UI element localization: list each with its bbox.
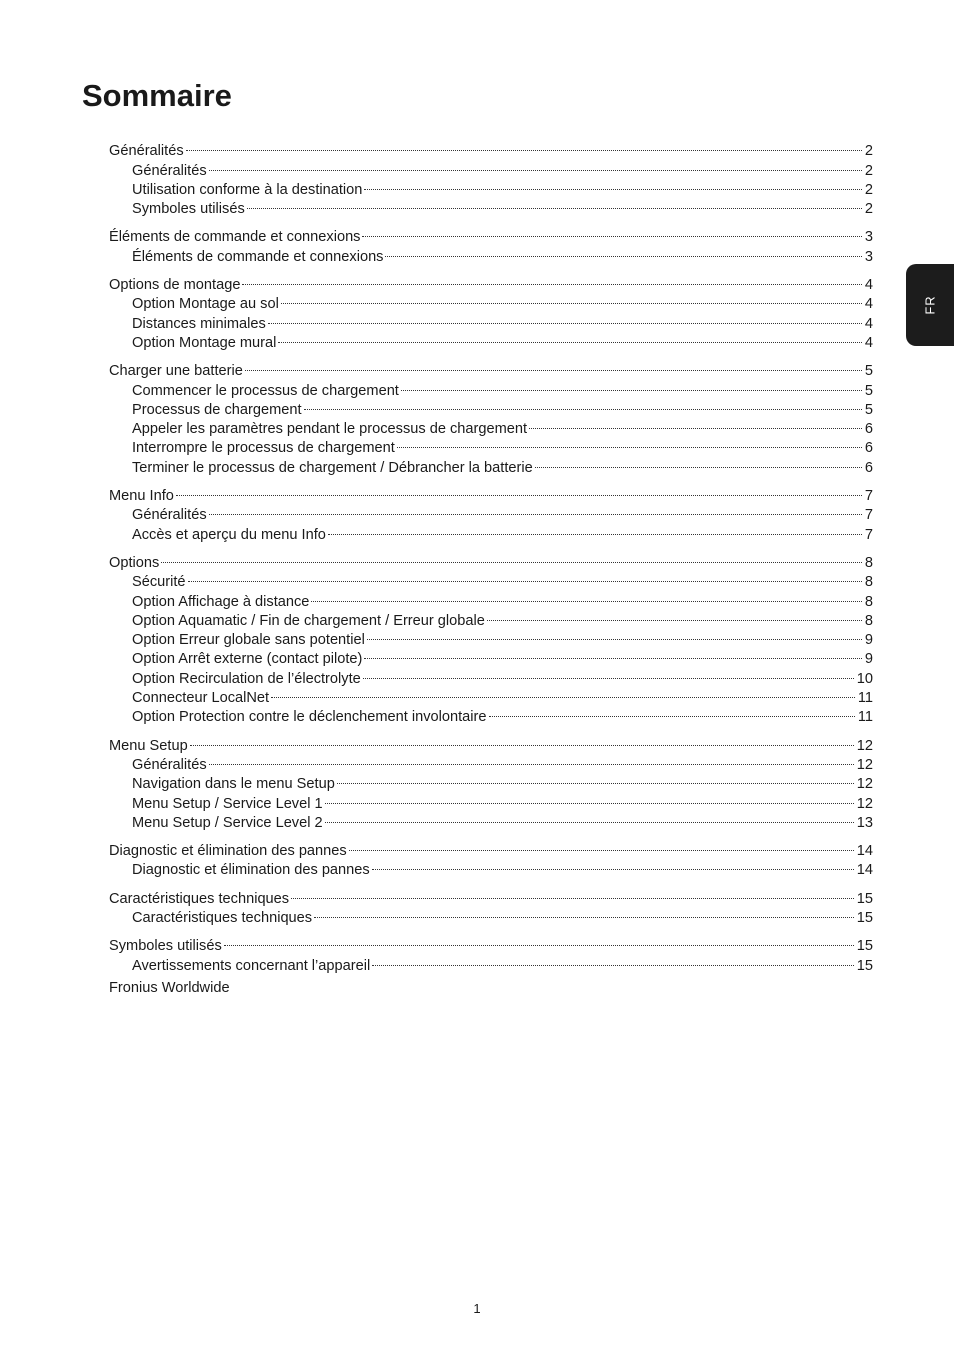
- toc-entry-page: 2: [864, 143, 873, 160]
- toc-subentry[interactable]: [109, 175, 873, 198]
- dot-leader: [247, 194, 862, 213]
- toc-entry-page: 11: [857, 690, 873, 707]
- toc-entry[interactable]: [109, 222, 873, 246]
- toc-entry-page: 2: [864, 162, 873, 179]
- toc-entry-title: Terminer le processus de chargement / Débrancher la batterie: [132, 459, 533, 476]
- toc-entry-title: Généralités: [109, 143, 184, 160]
- toc-entry-page: 15: [856, 909, 873, 926]
- toc-subentry[interactable]: [109, 586, 873, 610]
- toc-entry-title: Symboles utilisés: [109, 938, 222, 955]
- toc-section: [109, 136, 873, 218]
- toc-entry-page: 2: [864, 181, 873, 198]
- dot-leader: [314, 903, 854, 922]
- toc-entry-page: 7: [864, 488, 873, 505]
- toc-entry-page: 9: [864, 632, 873, 649]
- dot-leader: [385, 241, 861, 260]
- dot-leader: [161, 548, 862, 567]
- toc-entry-page: 5: [864, 382, 873, 399]
- toc-entry-title: Option Montage au sol: [132, 296, 279, 313]
- toc-entry[interactable]: [109, 883, 873, 907]
- toc-entry-title: Option Aquamatic / Fin de chargement / Erreur globale: [132, 612, 485, 629]
- toc-entry-page: 2: [864, 201, 873, 218]
- toc-entry-title: Navigation dans le menu Setup: [132, 776, 335, 793]
- dot-leader: [337, 769, 854, 788]
- toc-entry-title: Distances minimales: [132, 315, 266, 332]
- toc-section: [109, 356, 873, 476]
- toc-entry-title: Option Protection contre le déclenchement involontaire: [132, 709, 487, 726]
- toc-subentry[interactable]: [109, 950, 873, 974]
- toc-subentry[interactable]: [109, 155, 873, 179]
- dot-leader: [362, 222, 861, 241]
- toc-section: [109, 883, 873, 926]
- dot-leader: [268, 308, 862, 327]
- dot-leader: [363, 663, 854, 682]
- dot-leader: [209, 500, 862, 519]
- toc-entry-title: Appeler les paramètres pendant le processus de chargement: [132, 421, 528, 438]
- toc-entry-page: 6: [864, 440, 873, 457]
- dot-leader: [372, 950, 854, 969]
- toc-entry[interactable]: [109, 136, 873, 160]
- toc-entry-title: Généralités: [132, 756, 207, 773]
- dot-leader: [397, 433, 862, 452]
- toc-subentry[interactable]: [109, 519, 873, 543]
- toc-section: [109, 730, 873, 831]
- toc-entry[interactable]: [109, 836, 873, 860]
- toc-entry-page: 3: [864, 248, 873, 265]
- toc-entry-title: Charger une batterie: [109, 363, 243, 380]
- toc-entry-title: Menu Setup: [109, 737, 188, 754]
- toc-entry-title: Option Montage mural: [132, 334, 277, 351]
- toc-entry-title: Généralités: [132, 162, 207, 179]
- dot-leader: [401, 375, 862, 394]
- dot-leader: [364, 175, 861, 194]
- toc-entry-page: 13: [856, 814, 873, 831]
- dot-leader: [328, 519, 862, 538]
- dot-leader: [304, 395, 862, 414]
- dot-leader: [271, 683, 855, 702]
- toc-entry-page: 8: [864, 593, 873, 610]
- toc-entry-title: Menu Setup / Service Level 1: [132, 795, 323, 812]
- table-of-contents: [109, 136, 873, 998]
- language-tab: [906, 264, 954, 346]
- toc-entry-title: Accès et aperçu du menu Info: [132, 526, 326, 543]
- toc-entry-page: 14: [856, 862, 873, 879]
- toc-entry-title: Éléments de commande et connexions: [132, 248, 384, 265]
- toc-entry-page: 4: [864, 334, 873, 351]
- toc-section: [109, 548, 873, 726]
- toc-entry-title: Menu Setup / Service Level 2: [132, 814, 323, 831]
- dot-leader: [224, 931, 854, 950]
- language-tab-label: FR: [922, 295, 938, 315]
- toc-list: [109, 136, 873, 974]
- toc-entry-title: Avertissements concernant l’appareil: [132, 957, 371, 974]
- toc-section: [109, 836, 873, 879]
- toc-entry-page: 15: [856, 890, 873, 907]
- toc-entry[interactable]: [109, 270, 873, 294]
- toc-entry-fronius-worldwide[interactable]: Fronius Worldwide: [109, 979, 230, 996]
- toc-entry-page: 12: [856, 776, 873, 793]
- toc-entry-title: Éléments de commande et connexions: [109, 229, 361, 246]
- toc-subentry[interactable]: [109, 769, 873, 793]
- toc-subentry[interactable]: [109, 750, 873, 773]
- toc-entry-title: Utilisation conforme à la destination: [132, 181, 363, 198]
- toc-entry[interactable]: [109, 356, 873, 380]
- toc-entry-page: 11: [857, 709, 873, 726]
- toc-entry-title: Menu Info: [109, 488, 174, 505]
- toc-entry-title: Options de montage: [109, 277, 241, 294]
- dot-leader: [535, 452, 862, 471]
- toc-subentry[interactable]: [109, 567, 873, 591]
- toc-entry[interactable]: [109, 931, 873, 955]
- toc-entry-page: 5: [864, 401, 873, 418]
- dot-leader: [325, 808, 854, 827]
- toc-entry[interactable]: [109, 481, 873, 505]
- toc-entry-page: 7: [864, 507, 873, 524]
- toc-entry[interactable]: [109, 730, 873, 754]
- dot-leader: [325, 788, 854, 807]
- toc-entry-title: Symboles utilisés: [132, 201, 245, 218]
- toc-entry-page: 4: [864, 315, 873, 332]
- toc-entry-title: Option Affichage à distance: [132, 593, 310, 610]
- toc-entry-page: 12: [856, 737, 873, 754]
- dot-leader: [188, 567, 862, 586]
- toc-entry-page: 9: [864, 651, 873, 668]
- toc-entry-title: Sécurité: [132, 574, 186, 591]
- toc-entry-title: Diagnostic et élimination des pannes: [109, 843, 347, 860]
- toc-entry-page: 8: [864, 554, 873, 571]
- toc-entry[interactable]: [109, 548, 873, 571]
- dot-leader: [209, 155, 862, 174]
- toc-entry-page: 3: [864, 229, 873, 246]
- dot-leader: [281, 289, 862, 308]
- dot-leader: [190, 730, 854, 749]
- toc-entry-page: 15: [856, 957, 873, 974]
- dot-leader: [529, 414, 862, 433]
- dot-leader: [242, 270, 861, 289]
- toc-entry-title: Généralités: [132, 507, 207, 524]
- dot-leader: [278, 328, 861, 347]
- dot-leader: [311, 586, 861, 605]
- toc-entry-title: Option Recirculation de l’électrolyte: [132, 670, 361, 687]
- toc-entry-page: 12: [856, 795, 873, 812]
- toc-entry-page: 4: [864, 277, 873, 294]
- toc-entry-title: Caractéristiques techniques: [109, 890, 290, 907]
- toc-entry-title: Options: [109, 554, 160, 571]
- toc-entry-title: Processus de chargement: [132, 401, 302, 418]
- dot-leader: [367, 625, 862, 644]
- toc-entry-page: 7: [864, 526, 873, 543]
- dot-leader: [372, 855, 854, 874]
- toc-entry-page: 6: [864, 459, 873, 476]
- toc-entry-title: Interrompre le processus de chargement: [132, 440, 395, 457]
- toc-entry-page: 6: [864, 421, 873, 438]
- page-number: 1: [473, 1301, 481, 1316]
- toc-entry-title: Diagnostic et élimination des pannes: [132, 862, 370, 879]
- toc-entry-page: 5: [864, 363, 873, 380]
- toc-entry-title: Caractéristiques techniques: [132, 909, 313, 926]
- toc-entry-title: Commencer le processus de chargement: [132, 382, 399, 399]
- toc-entry-page: 12: [856, 756, 873, 773]
- dot-leader: [245, 356, 862, 375]
- dot-leader: [176, 481, 862, 500]
- dot-leader: [349, 836, 854, 855]
- dot-leader: [209, 750, 854, 769]
- toc-section: [109, 481, 873, 543]
- toc-entry-page: 4: [864, 296, 873, 313]
- toc-section: [109, 222, 873, 265]
- toc-entry-title: Option Arrêt externe (contact pilote): [132, 651, 363, 668]
- page-title: Sommaire: [82, 78, 232, 113]
- dot-leader: [487, 606, 862, 625]
- toc-entry-page: 8: [864, 574, 873, 591]
- toc-entry-page: 8: [864, 612, 873, 629]
- dot-leader: [489, 702, 855, 721]
- toc-entry-page: 10: [856, 670, 873, 687]
- dot-leader: [291, 883, 854, 902]
- toc-section: [109, 931, 873, 974]
- toc-entry-page: 14: [856, 843, 873, 860]
- toc-section: [109, 270, 873, 351]
- dot-leader: [364, 644, 862, 663]
- toc-entry-title: Connecteur LocalNet: [132, 690, 270, 707]
- toc-entry-page: 15: [856, 938, 873, 955]
- toc-entry-title: Option Erreur globale sans potentiel: [132, 632, 365, 649]
- dot-leader: [186, 136, 862, 155]
- toc-subentry[interactable]: [109, 500, 873, 524]
